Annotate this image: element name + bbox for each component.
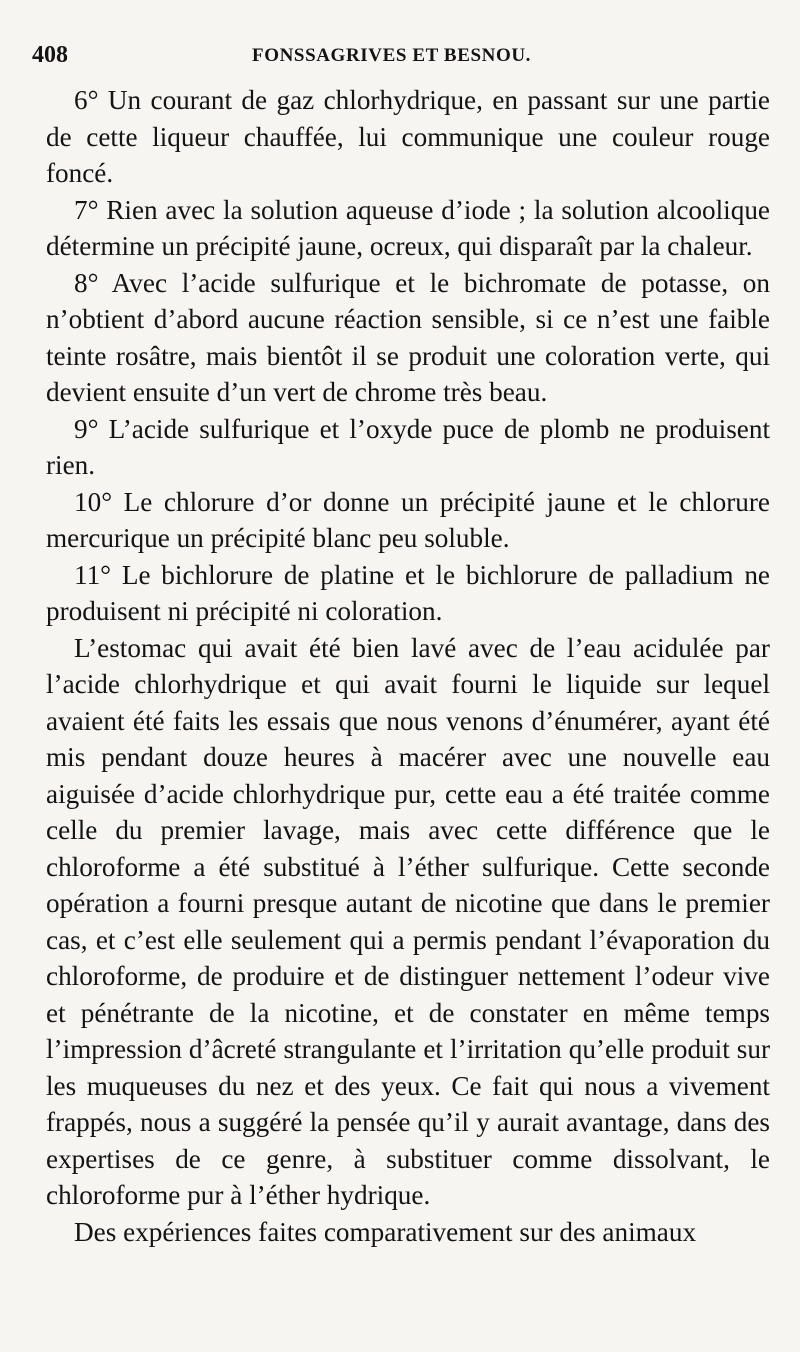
paragraph-item-10: 10° Le chlorure d’or donne un précipité jaune et le chlorure mercurique un précipité blanc peu soluble. [46, 486, 770, 553]
body-text [46, 82, 770, 1250]
running-title: FONSSAGRIVES ET BESNOU. [252, 45, 532, 66]
paragraph-stomach-analysis: L’estomac qui avait été bien lavé avec de l’eau acidulée par l’acide chlorhydrique et qui avait fourni le liquide sur lequel avaient été faits les essais que nous venons d’énumérer, ayant été mis pendant douze heures à macérer avec une nouvelle eau aiguisée d’acide chlorhydrique pur, cette eau a été traitée comme celle du premier lavage, mais avec cette différence que le chloroforme a été substitué à l’éther sulfurique. Cette seconde opération a fourni presque autant de nicotine que dans le premier cas, et c’est elle seulement qui a permis pendant l’évaporation du chloroforme, de produire et de distinguer nettement l’odeur vive et pénétrante de la nicotine, et de constater en même temps l’impression d’âcreté strangulante et l’irritation qu’elle produit sur les muqueuses du nez et des yeux. Ce fait qui nous a vivement frappés, nous a suggéré la pensée qu’il y aurait avantage, dans des expertises de ce genre, à substituer comme dissolvant, le chloroforme pur à l’éther hydrique. [46, 632, 770, 1210]
page-header [32, 42, 770, 80]
paragraph-comparative-experiments: Des expériences faites comparativement sur des animaux [74, 1216, 697, 1247]
page-number: 408 [32, 42, 68, 68]
paragraph-item-8: 8° Avec l’acide sulfurique et le bichromate de potasse, on n’obtient d’abord aucune réaction sensible, si ce n’est une faible teinte rosâtre, mais bientôt il se produit une coloration verte, qui devient ensuite d’un vert de chrome très beau. [46, 267, 770, 407]
paragraph-item-11: 11° Le bichlorure de platine et le bichlorure de palladium ne produisent ni précipité ni coloration. [46, 559, 770, 626]
paragraph-item-7: 7° Rien avec la solution aqueuse d’iode ; la solution alcoolique détermine un précipité jaune, ocreux, qui disparaît par la chaleur. [46, 194, 770, 261]
paragraph-item-6: 6° Un courant de gaz chlorhydrique, en passant sur une partie de cette liqueur chauffée, lui communique une couleur rouge foncé. [46, 85, 770, 188]
paragraph-item-9: 9° L’acide sulfurique et l’oxyde puce de plomb ne produisent rien. [46, 413, 770, 480]
